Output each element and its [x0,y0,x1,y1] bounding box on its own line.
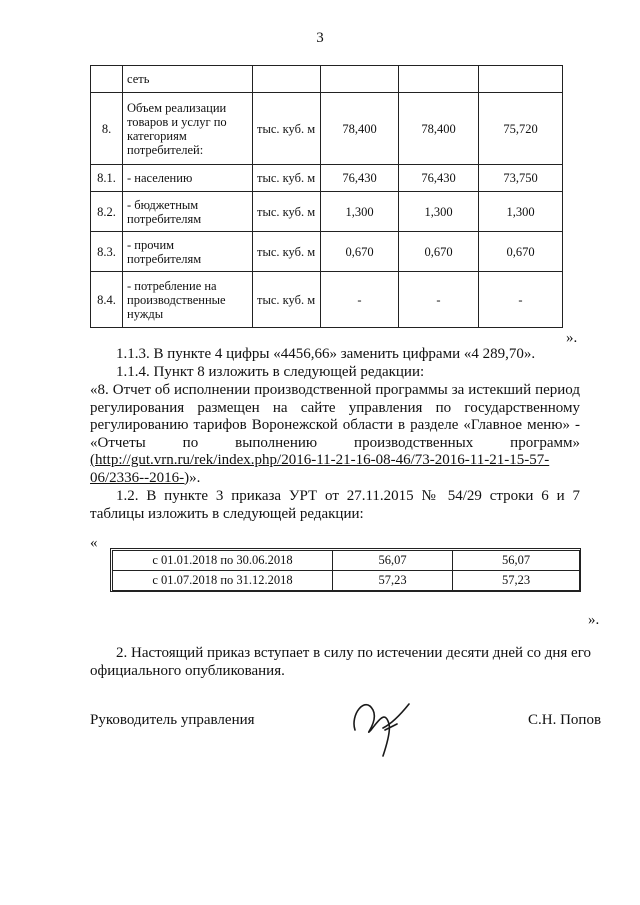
opening-quote: « [90,535,98,551]
table-row [91,66,563,93]
row-value: 0,670 [399,232,479,272]
paragraph-2: 2. Настоящий приказ вступает в силу по истечении десяти дней со дня его официального опубликования. [90,645,591,679]
table-row [91,232,563,272]
closing-quote: ». [588,612,600,628]
table-row [91,93,563,165]
paragraph-1-1-4: 1.1.4. Пункт 8 изложить в следующей редакции: [116,364,425,380]
tariff-table [112,550,580,591]
paragraph-8-text: «8. Отчет об исполнении производственной программы за истекший период регулирования размещен на сайте управления по государственному регулированию тарифов Воронежской области в разделе «Главное меню» - «Отчеты по выполнению производственных программ» [90,382,580,451]
row-value: - [399,272,479,328]
row-name: сеть [123,66,253,93]
row-value: 73,750 [479,165,563,192]
row-name: - населению [123,165,253,192]
row-value: 78,400 [399,93,479,165]
table-row [113,571,580,591]
row-value: 75,720 [479,93,563,165]
row-number: 8.1. [91,165,123,192]
row-number: 8. [91,93,123,165]
row-unit: тыс. куб. м [253,93,321,165]
row-unit: тыс. куб. м [253,232,321,272]
row-unit: тыс. куб. м [253,272,321,328]
tariff-value: 57,23 [453,571,580,591]
period-cell: с 01.07.2018 по 31.12.2018 [113,571,333,591]
gut-link[interactable]: (http://gut.vrn.ru/rek/index.php/2016-11-21-16-08-46/73-2016-11-21-15-57-06/2336--2016-) [90,452,550,486]
signature-image [345,690,415,760]
row-value: 1,300 [399,192,479,232]
period-cell: с 01.01.2018 по 30.06.2018 [113,551,333,571]
row-value [479,66,563,93]
row-value: - [479,272,563,328]
row-unit: тыс. куб. м [253,192,321,232]
row-name: - прочим потребителям [123,232,253,272]
row-value: 0,670 [321,232,399,272]
page-number: 3 [316,30,324,46]
paragraph-8 [90,382,580,487]
row-number [91,66,123,93]
closing-quote: ». [566,330,578,346]
row-value: 78,400 [321,93,399,165]
paragraph-8-end: ». [189,469,201,486]
row-name: - потребление на производственные нужды [123,272,253,328]
row-value: 1,300 [479,192,563,232]
tariff-value: 56,07 [333,551,453,571]
row-value: 76,430 [399,165,479,192]
table-row [91,192,563,232]
row-value: 76,430 [321,165,399,192]
row-number: 8.3. [91,232,123,272]
indicators-table [90,65,563,328]
row-value [321,66,399,93]
tariff-value: 57,23 [333,571,453,591]
row-number: 8.2. [91,192,123,232]
signer-title: Руководитель управления [90,712,255,728]
table-row [91,272,563,328]
row-unit: тыс. куб. м [253,165,321,192]
table-row [113,551,580,571]
row-value: 0,670 [479,232,563,272]
row-name: - бюджетным потребителям [123,192,253,232]
table-row [91,165,563,192]
tariff-value: 56,07 [453,551,580,571]
row-value: - [321,272,399,328]
row-number: 8.4. [91,272,123,328]
row-unit [253,66,321,93]
paragraph-1-1-3: 1.1.3. В пункте 4 цифры «4456,66» заменить цифрами «4 289,70». [116,346,536,362]
row-name: Объем реализации товаров и услуг по категориям потребителей: [123,93,253,165]
row-value [399,66,479,93]
signer-name: С.Н. Попов [528,712,602,728]
row-value: 1,300 [321,192,399,232]
paragraph-1-2: 1.2. В пункте 3 приказа УРТ от 27.11.2015 № 54/29 строки 6 и 7 таблицы изложить в следующей редакции: [90,488,580,522]
